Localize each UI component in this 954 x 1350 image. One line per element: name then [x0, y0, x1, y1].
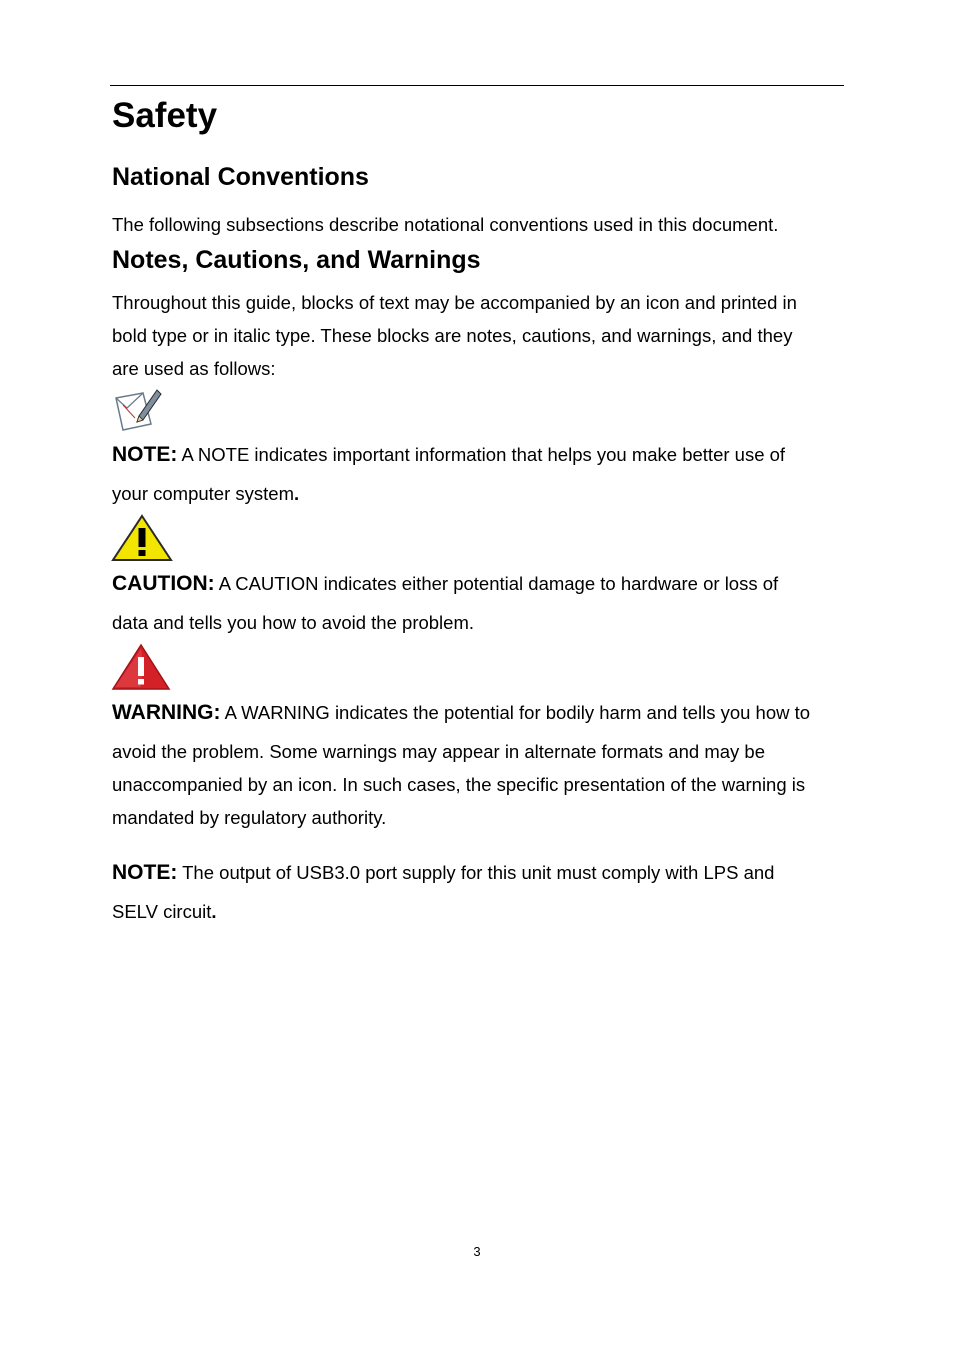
usb-note-paragraph [112, 861, 774, 885]
warning-line-2: avoid the problem. Some warnings may appear in alternate formats and may be [112, 741, 765, 762]
note-paragraph [112, 443, 785, 467]
usb-note-line-2: SELV circuit [112, 901, 212, 922]
warning-paragraph [112, 701, 810, 725]
warning-line-4: mandated by regulatory authority. [112, 807, 387, 828]
page-title: Safety [112, 96, 218, 135]
page-number: 3 [473, 1244, 481, 1259]
note-label: NOTE: [112, 443, 178, 466]
note-line-2: your computer system [112, 483, 294, 504]
usb-note-label: NOTE: [112, 861, 178, 884]
header-rule [110, 85, 844, 86]
warning-line-1: A WARNING indicates the potential for bodily harm and tells you how to [220, 702, 811, 723]
caution-line-2: data and tells you how to avoid the problem. [112, 612, 475, 633]
section-heading-national-conventions: National Conventions [112, 163, 369, 191]
note-pencil-icon [113, 388, 163, 432]
intro-line: bold type or in italic type. These blocks are notes, cautions, and warnings, and they [112, 325, 793, 346]
note-line-2-period: . [293, 483, 300, 504]
note-line-1: A NOTE indicates important information that helps you make better use of [177, 444, 786, 465]
note-line-2-wrap [112, 483, 299, 505]
warning-label: WARNING: [112, 701, 221, 724]
usb-note-line-2-period: . [211, 901, 217, 922]
caution-triangle-icon [111, 514, 173, 562]
section-heading-notes-cautions-warnings: Notes, Cautions, and Warnings [112, 246, 481, 274]
warning-triangle-icon [111, 643, 171, 691]
national-conventions-body: The following subsections describe notational conventions used in this document. [112, 214, 779, 235]
usb-note-line-2-wrap [112, 901, 217, 923]
intro-line: are used as follows: [112, 358, 276, 379]
intro-line: Throughout this guide, blocks of text may be accompanied by an icon and printed in [112, 292, 797, 313]
caution-line-1: A CAUTION indicates either potential damage to hardware or loss of [214, 573, 779, 594]
warning-line-3: unaccompanied by an icon. In such cases, the specific presentation of the warning is [112, 774, 806, 795]
usb-note-line-1: The output of USB3.0 port supply for this unit must comply with LPS and [177, 862, 775, 883]
caution-label: CAUTION: [112, 572, 215, 595]
caution-paragraph [112, 572, 778, 596]
